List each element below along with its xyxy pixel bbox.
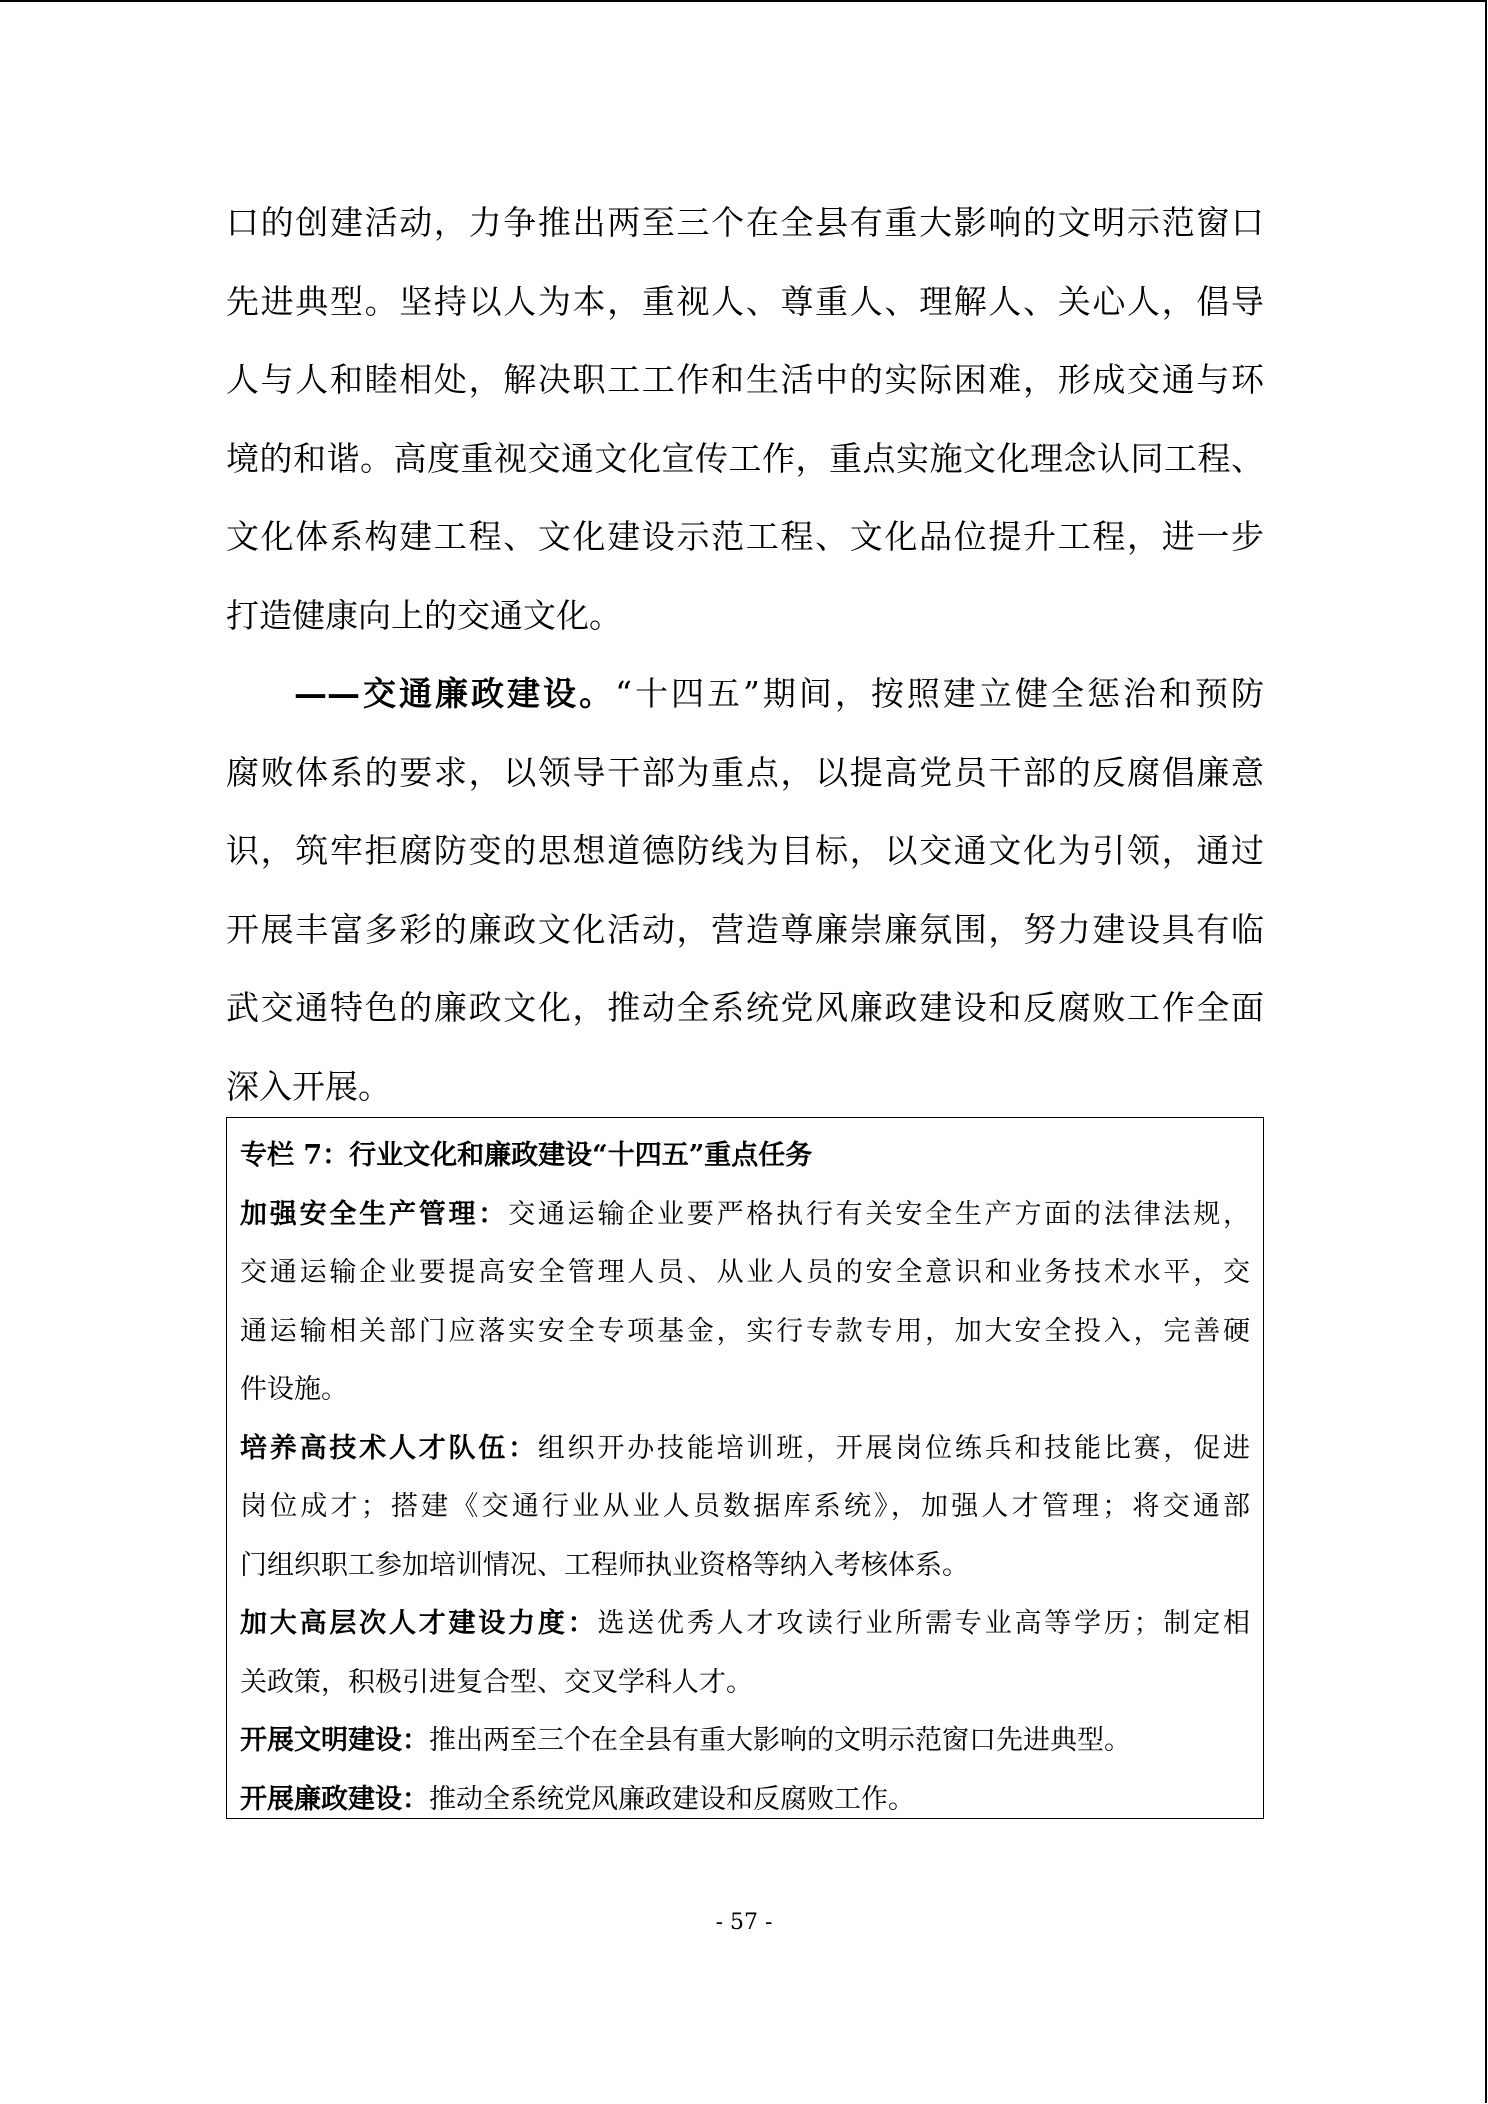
- text-line: 文化体系构建工程、文化建设示范工程、文化品位提升工程，进一步: [226, 517, 1264, 556]
- box-line: [240, 1712, 1250, 1771]
- text-line: 境的和谐。高度重视交通文化宣传工作，重点实施文化理念认同工程、: [226, 438, 1264, 478]
- box-item-label: 开展廉政建设：: [240, 1783, 429, 1815]
- box-item-safety: [240, 1186, 1250, 1420]
- text-line: 腐败体系的要求，以领导干部为重点，以提高党员干部的反腐倡廉意: [226, 752, 1264, 792]
- box-line: [240, 1186, 1250, 1245]
- paragraph-culture-continued: [226, 184, 1264, 655]
- section-heading: ——交通廉政建设。: [294, 674, 616, 713]
- box-item-high-level-talent: [240, 1595, 1250, 1712]
- box-item-text: 推出两至三个在全县有重大影响的文明示范窗口先进典型。: [429, 1725, 1131, 1756]
- box-item-text: 组织开办技能培训班，开展岗位练兵和技能比赛，促进: [537, 1432, 1251, 1464]
- text-line: 识，筑牢拒腐防变的思想道德防线为目标，以交通文化为引领，通过: [226, 831, 1264, 870]
- box-line: [240, 1771, 1250, 1830]
- text-line: 打造健康向上的交通文化。: [226, 595, 622, 635]
- box-line: 件设施。: [240, 1374, 348, 1405]
- text-line: 深入开展。: [226, 1066, 391, 1106]
- text-line: [226, 655, 1264, 734]
- box-item-integrity: [240, 1771, 1250, 1830]
- text-line-rest: “十四五”期间，按照建立健全惩治和预防: [615, 674, 1264, 713]
- box-item-label: 加强安全生产管理：: [240, 1198, 509, 1230]
- box-item-label: 培养高技术人才队伍：: [240, 1432, 538, 1464]
- box-item-civilization: [240, 1712, 1250, 1771]
- box-line: [240, 1595, 1250, 1654]
- box-line: 交通运输企业要提高安全管理人员、从业人员的安全意识和业务技术水平，交: [240, 1257, 1250, 1288]
- text-line: 口的创建活动，力争推出两至三个在全县有重大影响的文明示范窗口: [226, 203, 1264, 242]
- text-line: 武交通特色的廉政文化，推动全系统党风廉政建设和反腐败工作全面: [226, 988, 1264, 1027]
- special-column-box: [226, 1117, 1264, 1819]
- box-line: 通运输相关部门应落实安全专项基金，实行专款专用，加大安全投入，完善硬: [240, 1315, 1250, 1347]
- box-item-label: 开展文明建设：: [240, 1725, 429, 1756]
- box-item-text: 选送优秀人才攻读行业所需专业高等学历；制定相: [597, 1608, 1251, 1639]
- paragraph-integrity-building: [226, 655, 1264, 1126]
- box-line: 关政策，积极引进复合型、交叉学科人才。: [240, 1666, 753, 1698]
- box-line: 岗位成才；搭建《交通行业从业人员数据库系统》，加强人才管理；将交通部: [240, 1491, 1250, 1522]
- box-line: 门组织职工参加培训情况、工程师执业资格等纳入考核体系。: [240, 1549, 969, 1581]
- text-line: 人与人和睦相处，解决职工工作和生活中的实际困难，形成交通与环: [226, 360, 1264, 399]
- text-line: 开展丰富多彩的廉政文化活动，营造尊廉崇廉氛围，努力建设具有临: [226, 909, 1264, 949]
- box-item-label: 加大高层次人才建设力度：: [240, 1608, 598, 1639]
- document-body: [226, 184, 1264, 1126]
- box-item-talent: [240, 1420, 1250, 1596]
- box-item-text: 交通运输企业要严格执行有关安全生产方面的法律法规，: [508, 1198, 1251, 1230]
- box-item-text: 推动全系统党风廉政建设和反腐败工作。: [429, 1783, 915, 1815]
- box-line: [240, 1420, 1250, 1479]
- box-title: 专栏 7：行业文化和廉政建设“十四五”重点任务: [240, 1140, 813, 1171]
- text-line: 先进典型。坚持以人为本，重视人、尊重人、理解人、关心人，倡导: [226, 281, 1264, 321]
- page-number: - 57 -: [715, 1910, 773, 1935]
